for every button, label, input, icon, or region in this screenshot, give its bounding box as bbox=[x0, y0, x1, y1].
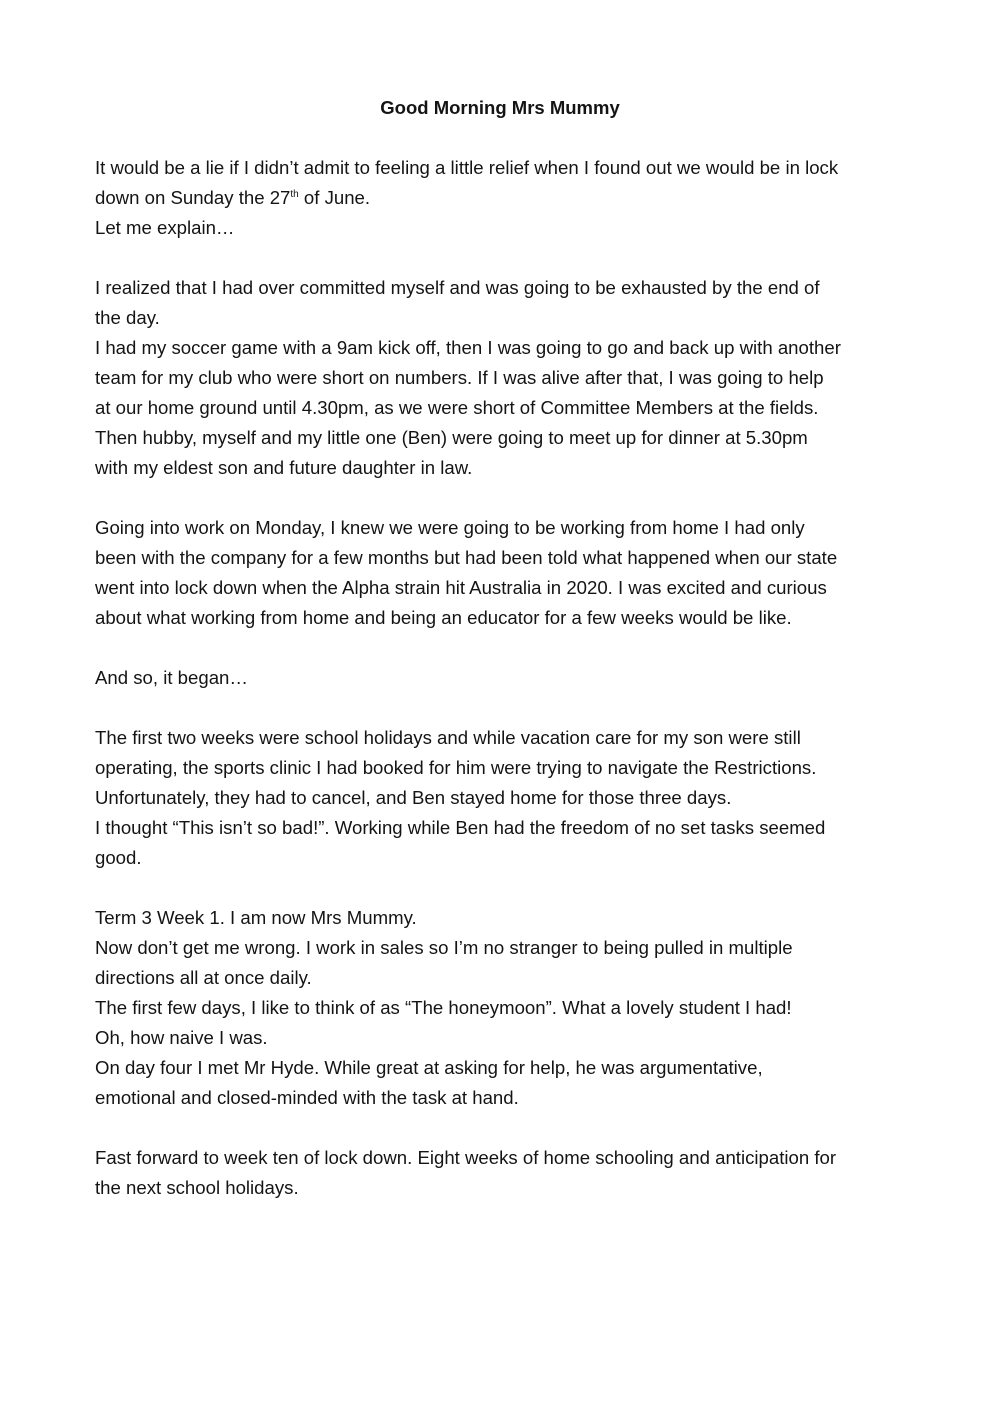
document-title: Good Morning Mrs Mummy bbox=[380, 97, 620, 118]
paragraph-line bbox=[95, 183, 925, 213]
paragraph-line: went into lock down when the Alpha strain hit Australia in 2020. I was excited and curious bbox=[95, 577, 827, 598]
date-text-end: of June. bbox=[298, 187, 371, 208]
paragraph-line: Let me explain… bbox=[95, 217, 235, 238]
paragraph-line: emotional and closed-minded with the task at hand. bbox=[95, 1087, 519, 1108]
paragraph-line: been with the company for a few months but had been told what happened when our state bbox=[95, 547, 838, 568]
paragraph-line: The first few days, I like to think of as “The honeymoon”. What a lovely student I had! bbox=[95, 997, 792, 1018]
paragraph-line: operating, the sports clinic I had booked for him were trying to navigate the Restrictions. bbox=[95, 757, 817, 778]
paragraph-line: team for my club who were short on numbers. If I was alive after that, I was going to help bbox=[95, 367, 824, 388]
paragraph-line: Now don’t get me wrong. I work in sales so I’m no stranger to being pulled in multiple bbox=[95, 937, 793, 958]
paragraph-line: And so, it began… bbox=[95, 667, 248, 688]
paragraph-line: at our home ground until 4.30pm, as we were short of Committee Members at the fields. bbox=[95, 397, 819, 418]
paragraph-line: On day four I met Mr Hyde. While great at asking for help, he was argumentative, bbox=[95, 1057, 763, 1078]
paragraph-line: with my eldest son and future daughter in law. bbox=[95, 457, 473, 478]
paragraph-line: I realized that I had over committed myself and was going to be exhausted by the end of bbox=[95, 277, 820, 298]
paragraph-line: Going into work on Monday, I knew we were going to be working from home I had only bbox=[95, 517, 805, 538]
paragraph-line: It would be a lie if I didn’t admit to feeling a little relief when I found out we would be in lock bbox=[95, 157, 839, 178]
paragraph-line: the day. bbox=[95, 307, 160, 328]
paragraph-line: I had my soccer game with a 9am kick off, then I was going to go and back up with another bbox=[95, 337, 841, 358]
paragraph-7 bbox=[95, 1143, 925, 1203]
paragraph-4 bbox=[95, 663, 925, 693]
paragraph-5 bbox=[95, 723, 925, 873]
paragraph-line: Then hubby, myself and my little one (Ben) were going to meet up for dinner at 5.30pm bbox=[95, 427, 808, 448]
paragraph-line: directions all at once daily. bbox=[95, 967, 312, 988]
paragraph-6 bbox=[95, 903, 925, 1113]
date-text: down on Sunday the 27 bbox=[95, 187, 291, 208]
paragraph-line: Fast forward to week ten of lock down. Eight weeks of home schooling and anticipation for bbox=[95, 1147, 837, 1168]
paragraph-line: the next school holidays. bbox=[95, 1177, 299, 1198]
paragraph-1 bbox=[95, 153, 925, 243]
paragraph-line: I thought “This isn’t so bad!”. Working while Ben had the freedom of no set tasks seemed bbox=[95, 817, 826, 838]
paragraph-3 bbox=[95, 513, 925, 633]
document-body bbox=[95, 153, 925, 1233]
paragraph-line: The first two weeks were school holidays and while vacation care for my son were still bbox=[95, 727, 801, 748]
paragraph-2 bbox=[95, 273, 925, 483]
paragraph-line: Oh, how naive I was. bbox=[95, 1027, 268, 1048]
paragraph-line: Unfortunately, they had to cancel, and Ben stayed home for those three days. bbox=[95, 787, 732, 808]
paragraph-line: about what working from home and being an educator for a few weeks would be like. bbox=[95, 607, 792, 628]
paragraph-line: good. bbox=[95, 847, 142, 868]
ordinal-suffix: th bbox=[290, 189, 299, 200]
paragraph-line: Term 3 Week 1. I am now Mrs Mummy. bbox=[95, 907, 417, 928]
